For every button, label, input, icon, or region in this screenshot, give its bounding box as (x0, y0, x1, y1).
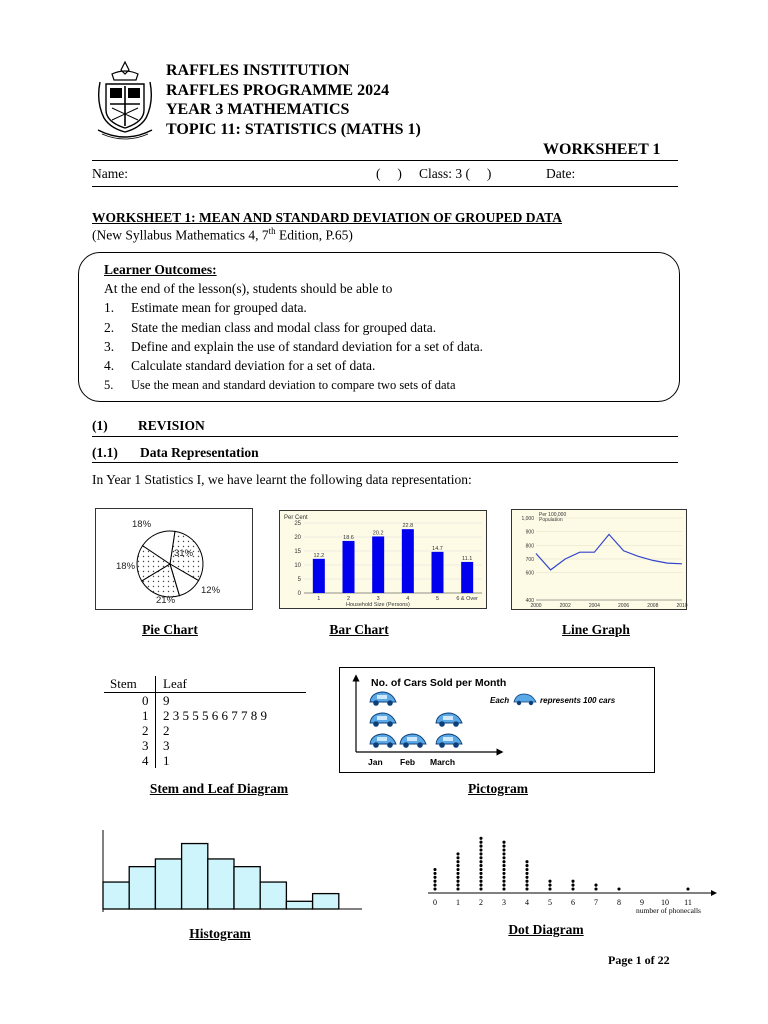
histogram-bar (182, 844, 208, 909)
line-xtick-label: 2000 (530, 603, 542, 609)
section-1-title: REVISION (138, 418, 205, 433)
dot (502, 872, 505, 875)
histogram-bar (155, 859, 181, 909)
bar-ytick-label: 5 (297, 577, 301, 583)
leaf-values: 9 (163, 693, 170, 708)
line-ytick-label: 600 (525, 570, 534, 577)
section-1-1-title: Data Representation (140, 445, 259, 460)
reference-text (92, 226, 353, 244)
pictogram-key-car-icon (514, 694, 536, 705)
bar-category-label: 3 (376, 596, 380, 602)
dot (571, 884, 574, 887)
stem-value: 2 (142, 723, 149, 738)
leaf-header: Leaf (163, 676, 187, 691)
programme-name: RAFFLES PROGRAMME 2024 (166, 82, 390, 99)
stem-value: 0 (142, 693, 149, 708)
dot (525, 864, 528, 867)
dot (502, 887, 505, 890)
intro-text: In Year 1 Statistics I, we have learnt the following data representation: (92, 472, 472, 487)
pictogram-title: No. of Cars Sold per Month (371, 677, 507, 689)
stem-leaf-caption: Stem and Leaf Diagram (149, 781, 289, 796)
bar-value-label: 12.2 (313, 552, 325, 559)
subject-name: YEAR 3 MATHEMATICS (166, 101, 350, 118)
bar-ytick-label: 25 (294, 521, 301, 527)
bar-value-label: 22.8 (402, 523, 414, 530)
line-ytick-label: 1,000 (521, 516, 534, 522)
histogram-bar (260, 882, 286, 909)
leaf-values: 2 (163, 723, 170, 738)
bar-value-label: 18.6 (343, 534, 354, 541)
dot (594, 884, 597, 887)
dot (502, 880, 505, 883)
learner-outcomes-intro: At the end of the lesson(s), students should be able to (104, 281, 393, 296)
register-number-label: ( ) (376, 166, 402, 181)
dot (548, 880, 551, 883)
bar-category-label: 5 (435, 596, 440, 602)
dot-group (433, 837, 692, 907)
histogram-caption: Histogram (189, 926, 251, 941)
dot (456, 868, 459, 871)
car-icon (400, 734, 426, 748)
dot (502, 856, 505, 859)
rule-top (92, 160, 678, 161)
bar-chart-ylabel: Per Cent (284, 515, 308, 521)
dot (525, 860, 528, 863)
dot (433, 884, 436, 887)
dot-axis-label: 10 (661, 898, 669, 907)
stem-leaf-diagram (104, 676, 309, 772)
dot (456, 876, 459, 879)
outcome-text: Use the mean and standard deviation to compare two sets of data (131, 378, 456, 392)
pie-label-18-top: 18% (132, 519, 152, 530)
car-icon (436, 713, 462, 727)
dot (479, 864, 482, 867)
pie-chart-caption: Pie Chart (142, 622, 198, 637)
outcome-text: State the median class and modal class for grouped data. (131, 320, 437, 335)
histogram-bar (234, 867, 260, 909)
dot (502, 845, 505, 848)
dot (525, 876, 528, 879)
dot (433, 868, 436, 871)
school-crest-logo (94, 60, 156, 142)
bar-category-label: 2 (346, 596, 351, 602)
dot (479, 860, 482, 863)
line-ytick-label: 800 (525, 543, 534, 550)
line-xtick-label: 2008 (647, 603, 659, 609)
section-1-rule (92, 436, 678, 437)
line-ytick-label: 400 (525, 598, 534, 604)
dot (525, 872, 528, 875)
dot (479, 845, 482, 848)
outcome-number: 3. (104, 339, 115, 354)
learner-outcomes-heading: Learner Outcomes: (104, 262, 217, 277)
dot-axis-label: 11 (684, 898, 692, 907)
dot (502, 852, 505, 855)
histogram-bar (313, 894, 339, 909)
outcome-number: 2. (104, 320, 115, 335)
dot-axis-label: 4 (525, 898, 529, 907)
dot-axis-label: 8 (617, 898, 621, 907)
dot-axis-label: 0 (433, 898, 437, 907)
pictogram-caption: Pictogram (468, 781, 528, 796)
stem-leaf-header-rule (104, 692, 306, 693)
stem-header: Stem (110, 676, 137, 691)
dot (479, 887, 482, 890)
pictogram-month-march: March (430, 757, 456, 767)
stem-value: 4 (142, 753, 149, 768)
bar-value-label: 14.7 (432, 545, 443, 552)
dot (433, 872, 436, 875)
dot (525, 884, 528, 887)
date-label: Date: (546, 166, 576, 181)
dot-diagram (424, 830, 720, 918)
name-label: Name: (92, 166, 128, 181)
histogram-bar (208, 859, 234, 909)
bar (402, 529, 414, 593)
bar-ytick-label: 15 (294, 549, 301, 555)
school-name: RAFFLES INSTITUTION (166, 62, 350, 79)
pictogram-key-each: Each (490, 696, 510, 705)
bar-chart-caption: Bar Chart (329, 622, 389, 637)
stem-value: 1 (142, 708, 149, 723)
leaf-values: 3 (163, 738, 170, 753)
reference-pre: (New Syllabus Mathematics 4, 7 (92, 227, 269, 243)
leaf-values: 1 (163, 753, 170, 768)
bar-value-label: 11.1 (462, 555, 473, 562)
worksheet-label: WORKSHEET 1 (543, 141, 661, 158)
reference-sup: th (268, 226, 276, 236)
bar-value-label: 20.2 (372, 530, 384, 537)
pie-label-21: 21% (156, 595, 176, 606)
bar (313, 559, 325, 593)
car-icon (370, 692, 396, 706)
line-ytick-label: 700 (525, 557, 534, 563)
line-ytick-label: 900 (525, 529, 534, 536)
topic-name: TOPIC 11: STATISTICS (MATHS 1) (166, 121, 421, 138)
class-label: Class: 3 ( ) (419, 166, 492, 181)
car-icon (436, 734, 462, 748)
dot (502, 876, 505, 879)
outcome-number: 4. (104, 358, 115, 373)
line-xtick-label: 2006 (618, 603, 630, 609)
pie-chart (96, 509, 252, 609)
bar (432, 552, 444, 593)
section-1-number: (1) (92, 418, 108, 433)
bar-group (313, 523, 478, 602)
dot (456, 880, 459, 883)
dot (525, 887, 528, 890)
dot (456, 884, 459, 887)
page-number: Page 1 of 22 (608, 953, 670, 967)
bar-ytick-label: 20 (294, 535, 301, 541)
dot (617, 887, 620, 890)
pictogram-key-represents: represents 100 cars (540, 696, 616, 705)
histogram-bar (103, 882, 129, 909)
dot (502, 848, 505, 851)
pictogram-month-jan: Jan (368, 757, 383, 767)
bar (461, 562, 473, 593)
pictogram-month-feb: Feb (400, 757, 416, 767)
dot (433, 880, 436, 883)
dot (479, 837, 482, 840)
dot (525, 880, 528, 883)
pie-chart-panel (95, 508, 253, 610)
line-graph-caption: Line Graph (562, 622, 630, 637)
dot (433, 887, 436, 890)
dot-axis-label: 3 (502, 898, 506, 907)
line-xtick-label: 2010 (676, 603, 688, 609)
bar-chart-panel (279, 510, 487, 609)
dot (502, 868, 505, 871)
dot (571, 880, 574, 883)
dot (479, 848, 482, 851)
pictogram-panel (339, 667, 655, 773)
car-icon (370, 734, 396, 748)
histogram (96, 826, 366, 914)
bar-chart-xlabel: Household Size (Persons) (346, 602, 410, 608)
histogram-bars (103, 844, 339, 909)
dot (479, 852, 482, 855)
pie-slices (137, 531, 203, 597)
stem-value: 3 (142, 738, 149, 753)
dot (686, 887, 689, 890)
pictogram-cars (370, 692, 462, 748)
car-icon (370, 713, 396, 727)
rule-bottom (92, 186, 678, 187)
dot-axis-label: 9 (640, 898, 644, 907)
dot (502, 864, 505, 867)
bar-ytick-label: 10 (294, 563, 301, 569)
dot-diagram-xlabel: number of phonecalls (636, 906, 701, 915)
bar (372, 536, 384, 593)
reference-post: Edition, P.65) (275, 227, 353, 243)
dot (594, 887, 597, 890)
dot (456, 856, 459, 859)
dot (479, 880, 482, 883)
dot-axis-label: 2 (479, 898, 483, 907)
dot (502, 884, 505, 887)
line-xtick-label: 2004 (588, 603, 600, 609)
dot-axis-label: 5 (548, 898, 552, 907)
dot (433, 876, 436, 879)
bar-chart (280, 511, 486, 608)
section-1-1-rule (92, 462, 678, 463)
dot (456, 887, 459, 890)
worksheet-title: WORKSHEET 1: MEAN AND STANDARD DEVIATION OF GROUPED DATA (92, 210, 563, 225)
line-graph-panel (511, 509, 687, 610)
histogram-bar (129, 867, 155, 909)
pie-label-31: 31% (174, 548, 194, 559)
dot (479, 884, 482, 887)
bar-category-label: 1 (317, 596, 321, 602)
line-series (536, 534, 682, 570)
outcome-number: 5. (104, 378, 114, 392)
dot (456, 852, 459, 855)
pie-label-12: 12% (201, 585, 221, 596)
bar-category-label: 4 (406, 596, 410, 602)
outcome-number: 1. (104, 300, 115, 315)
dot (525, 868, 528, 871)
outcome-text: Estimate mean for grouped data. (131, 300, 307, 315)
outcome-text: Calculate standard deviation for a set of data. (131, 358, 376, 373)
dot-axis-label: 1 (456, 898, 460, 907)
section-1-1-number: (1.1) (92, 445, 118, 460)
leaf-values: 2 3 5 5 5 6 6 7 7 8 9 (163, 708, 267, 723)
dot (456, 864, 459, 867)
dot-diagram-caption: Dot Diagram (508, 922, 584, 937)
outcome-text: Define and explain the use of standard deviation for a set of data. (131, 339, 483, 354)
histogram-bar (286, 901, 312, 909)
dot (456, 860, 459, 863)
dot (571, 887, 574, 890)
line-ylabel-line1: Per 100,000 (539, 512, 567, 518)
line-graph (512, 510, 686, 609)
dot (479, 841, 482, 844)
dot-axis-label: 7 (594, 898, 598, 907)
bar-ytick-label: 0 (297, 591, 301, 597)
dot (502, 841, 505, 844)
bar-category-label: 6 & Over (456, 596, 479, 602)
line-ylabel-line2: Population (539, 517, 563, 523)
dot (456, 872, 459, 875)
line-xtick-label: 2002 (559, 603, 571, 609)
dot (502, 860, 505, 863)
pie-label-18-left: 18% (116, 561, 136, 572)
dot (479, 876, 482, 879)
dot (479, 856, 482, 859)
dot (479, 872, 482, 875)
pictogram (340, 668, 654, 772)
dot (479, 868, 482, 871)
bar (343, 541, 355, 593)
dot (548, 884, 551, 887)
stem-leaf-divider (155, 676, 156, 768)
dot-axis-label: 6 (571, 898, 575, 907)
dot (548, 887, 551, 890)
